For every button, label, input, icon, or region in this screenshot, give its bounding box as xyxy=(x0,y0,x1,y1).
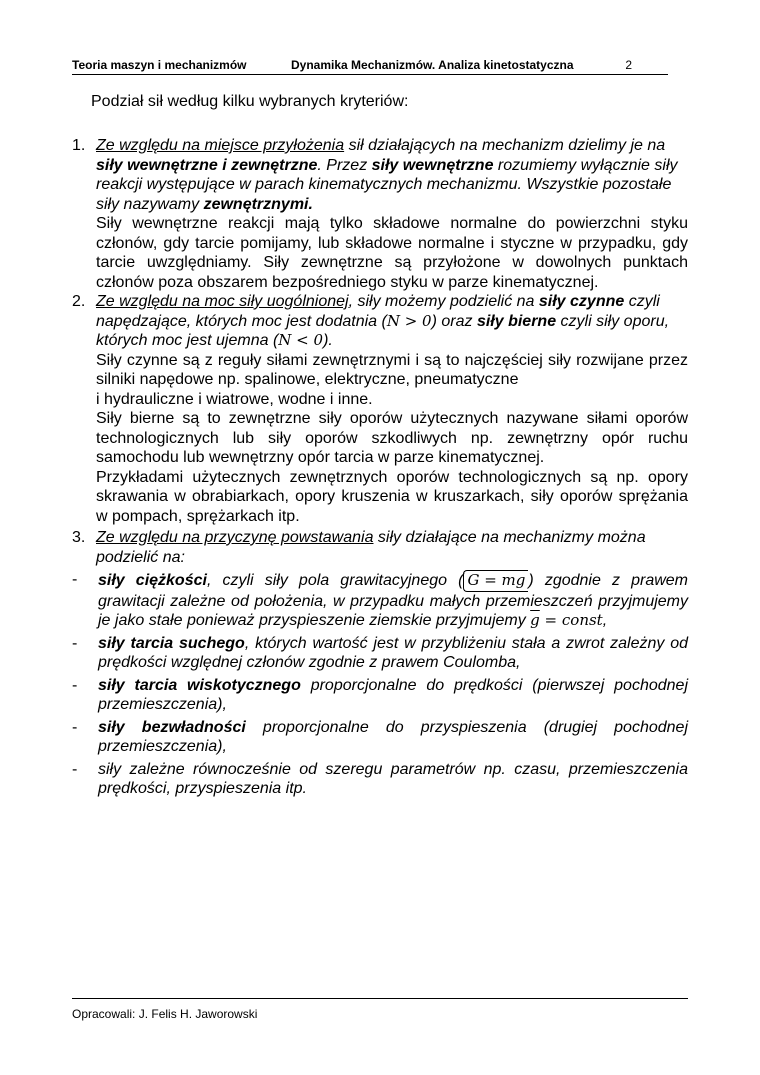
header-topic: Dynamika Mechanizmów. Analiza kinetostatyczna xyxy=(291,58,574,72)
text: siły działające na mechanizmy można podzielić na: xyxy=(96,529,646,566)
bullet-dash: - xyxy=(72,718,78,736)
bold-term: siły bierne xyxy=(476,312,557,330)
formula-part: = const xyxy=(539,611,603,629)
bullet-dash: - xyxy=(72,571,78,588)
bullet-inertia xyxy=(72,718,688,757)
criterion-1 xyxy=(72,136,688,292)
criterion-2 xyxy=(72,292,688,526)
text: , siły możemy podzielić na xyxy=(348,293,539,310)
vector-g: $\overline{g}$ xyxy=(530,611,540,629)
formula-negative-power: N < 0 xyxy=(278,331,324,349)
header-course: Teoria maszyn i mechanizmów xyxy=(72,58,247,72)
bullet-viscous-friction xyxy=(72,676,688,715)
bold-term: siły wewnętrzne xyxy=(371,156,494,174)
paragraph: Siły czynne są z reguły siłami zewnętrznymi i są to najczęściej siły rozwijane przez silniki napędowe np. spalinowe, elektryczne, pneumatyczne xyxy=(96,351,688,388)
bold-term: siły ciężkości xyxy=(98,572,207,589)
bullet-dash: - xyxy=(72,760,78,778)
text: siły zależne równocześnie od szeregu parametrów np. czasu, przemieszczenia prędkości, przyspieszenia itp. xyxy=(98,760,688,797)
criterion-3 xyxy=(72,528,688,567)
item-number: 1. xyxy=(72,137,86,154)
text: , których wartość jest w przybliżeniu stała a zwrot zależny od prędkości względnej członów zgodnie z prawem Coulomba, xyxy=(98,634,689,671)
criterion-title: Ze względu na przyczynę powstawania xyxy=(96,529,374,546)
paragraph: Przykładami użytecznych zewnętrznych oporów technologicznych są np. opory skrawania w obrabiarkach, opory kruszenia w kruszarkach, siły oporów sprężania w pompach, sprężarkach itp. xyxy=(96,468,688,525)
formula-positive-power: N > 0 xyxy=(386,311,432,330)
bold-term: siły tarcia suchego xyxy=(98,634,245,652)
criterion-title: Ze względu na moc siły uogólnionej xyxy=(96,293,349,310)
vector-G: $\overline{G}$ xyxy=(467,571,480,589)
content-body xyxy=(72,136,688,799)
page-footer xyxy=(72,998,688,1021)
bullet-dash: - xyxy=(72,676,78,694)
text: ) oraz xyxy=(431,312,477,330)
footer-authors: Opracowali: J. Felis H. Jaworowski xyxy=(72,1007,258,1021)
text: sił działających na mechanizm dzielimy je na xyxy=(344,137,666,154)
bullet-dry-friction xyxy=(72,634,688,673)
paragraph: Siły bierne są to zewnętrzne siły oporów użytecznych nazywane siłami oporów technologicznych lub siły oporów szkodliwych np. zewnętrzny opór ruchu samochodu lub wewnętrzny opór tarcia w parze kinematycznej. xyxy=(96,410,688,466)
bullet-gravity xyxy=(72,570,688,631)
bold-term: siły wewnętrzne i zewnętrzne xyxy=(96,156,318,174)
paragraph: Siły wewnętrzne reakcji mają tylko składowe normalne do powierzchni styku członów, gdy tarcie pomijamy, lub składowe normalne i styczne w przypadku, gdy tarcie uwzględniamy. Siły zewnętrzne są przyłożone w dowolnych punktach członów poza obszarem bezpośredniego styku w parze kinematycznej. xyxy=(96,215,688,291)
bold-term: siły tarcia wiskotycznego xyxy=(98,676,301,694)
text: czyli napędzające, których moc jest dodatnia ( xyxy=(96,293,660,330)
text: , czyli siły pola grawitacyjnego ( xyxy=(206,572,464,589)
text: proporcjonalne do przyspieszenia (drugiej pochodnej przemieszczenia), xyxy=(98,718,688,755)
text: ) zgodnie z prawem grawitacji zależne od położenia, w przypadku małych przemieszczeń przyjmujemy je jako stałe ponieważ przyspieszenie ziemskie przyjmujemy xyxy=(98,572,688,629)
text: . Przez xyxy=(317,156,372,174)
text: , xyxy=(602,612,608,629)
text: proporcjonalne do prędkości (pierwszej pochodnej przemieszczenia), xyxy=(98,676,689,713)
bullet-dash: - xyxy=(72,634,78,652)
bold-term: zewnętrznymi. xyxy=(203,195,313,213)
bold-term: siły bezwładności xyxy=(98,718,246,736)
criterion-title: Ze względu na miejsce przyłożenia xyxy=(96,137,345,154)
page-number: 2 xyxy=(625,58,632,72)
formula-part: = m xyxy=(479,571,516,589)
bold-term: siły czynne xyxy=(538,293,625,310)
text: ). xyxy=(323,332,333,349)
text: rozumiemy wyłącznie siły reakcji występujące w parach kinematycznych mechanizmu. Wszystkie pozostałe siły nazywamy xyxy=(96,156,678,213)
bullet-other xyxy=(72,760,688,799)
text: czyli siły oporu, których moc jest ujemna ( xyxy=(96,312,670,349)
item-number: 3. xyxy=(72,529,86,546)
paragraph: i hydrauliczne i wiatrowe, wodne i inne. xyxy=(96,390,373,408)
intro-text: Podział sił według kilku wybranych kryteriów: xyxy=(91,93,409,110)
vector-g: $\overline{g}$ xyxy=(515,571,526,589)
formula-gravity xyxy=(463,570,528,592)
formula-const xyxy=(530,611,603,629)
item-number: 2. xyxy=(72,293,86,310)
page-header xyxy=(72,58,668,75)
